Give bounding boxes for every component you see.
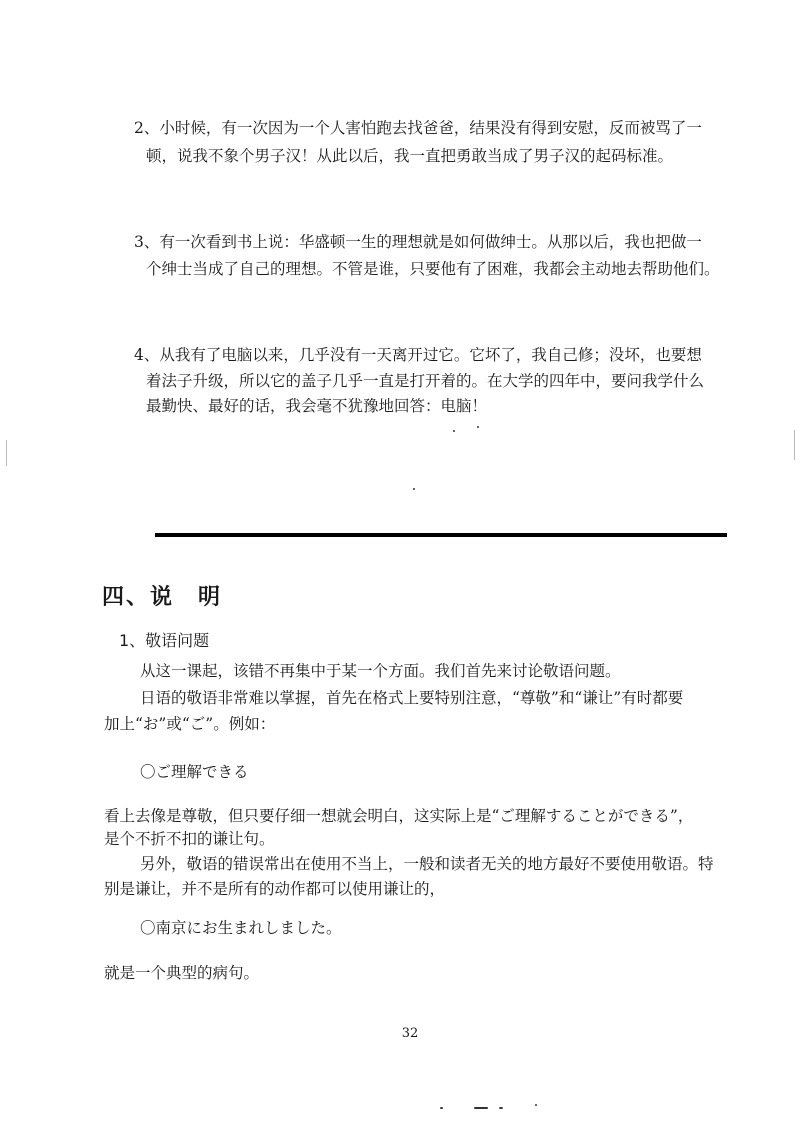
list-item-line: 顿，说我不象个男子汉！从此以后，我一直把勇敢当成了男子汉的起码标准。 bbox=[146, 147, 674, 165]
body-paragraph: 别是谦让，并不是所有的动作都可以使用谦让的， bbox=[104, 880, 446, 898]
list-item-line: 最勤快、最好的话，我会毫不犹豫地回答：电脑！ bbox=[146, 397, 488, 415]
example-sentence: 〇ご理解できる bbox=[140, 763, 249, 781]
body-paragraph: 就是一个典型的病句。 bbox=[104, 964, 260, 982]
list-item-line: 4、从我有了电脑以来，几乎没有一天离开过它。它坏了，我自己修；没坏，也要想 bbox=[134, 346, 702, 364]
body-paragraph: 从这一课起，该错不再集中于某一个方面。我们首先来讨论敬语问题。 bbox=[140, 662, 621, 680]
scan-edge-mark bbox=[794, 430, 795, 460]
list-item-line: 3、有一次看到书上说：华盛顿一生的理想就是如何做绅士。从那以后，我也把做一 bbox=[134, 233, 702, 251]
section-heading: 四、说 明 bbox=[102, 585, 223, 610]
scan-speck bbox=[477, 426, 479, 428]
scan-edge-mark bbox=[6, 440, 7, 466]
body-paragraph: 日语的敬语非常难以掌握，首先在格式上要特别注意，“尊敬”和“谦让”有时都要 bbox=[140, 689, 684, 707]
body-paragraph: 另外，敬语的错误常出在使用不当上，一般和读者无关的地方最好不要使用敬语。特 bbox=[140, 855, 714, 873]
scan-speck bbox=[413, 488, 415, 490]
example-sentence: 〇南京にお生まれしました。 bbox=[140, 919, 342, 937]
page-number: 32 bbox=[401, 1026, 419, 1041]
list-item-line: 着法子升级，所以它的盖子几乎一直是打开着的。在大学的四年中，要问我学什么 bbox=[146, 372, 705, 390]
scan-speck bbox=[474, 1107, 488, 1109]
body-paragraph: 加上“お”或“ご”。例如： bbox=[104, 715, 276, 733]
scan-speck bbox=[499, 1107, 503, 1109]
scan-speck bbox=[453, 430, 455, 432]
body-paragraph: 看上去像是尊敬，但只要仔细一想就会明白，这实际上是“ご理解することができる”， bbox=[104, 807, 694, 825]
section-divider bbox=[155, 533, 727, 537]
body-paragraph: 是个不折不扣的谦让句。 bbox=[104, 830, 275, 848]
scan-speck bbox=[535, 1104, 537, 1106]
list-item-line: 2、小时候，有一次因为一个人害怕跑去找爸爸，结果没有得到安慰，反而被骂了一 bbox=[134, 119, 702, 137]
subsection-heading: 1、敬语问题 bbox=[119, 631, 210, 650]
scan-speck bbox=[440, 1107, 443, 1109]
list-item-line: 个绅士当成了自己的理想。不管是谁，只要他有了困难，我都会主动地去帮助他们。 bbox=[146, 260, 720, 278]
